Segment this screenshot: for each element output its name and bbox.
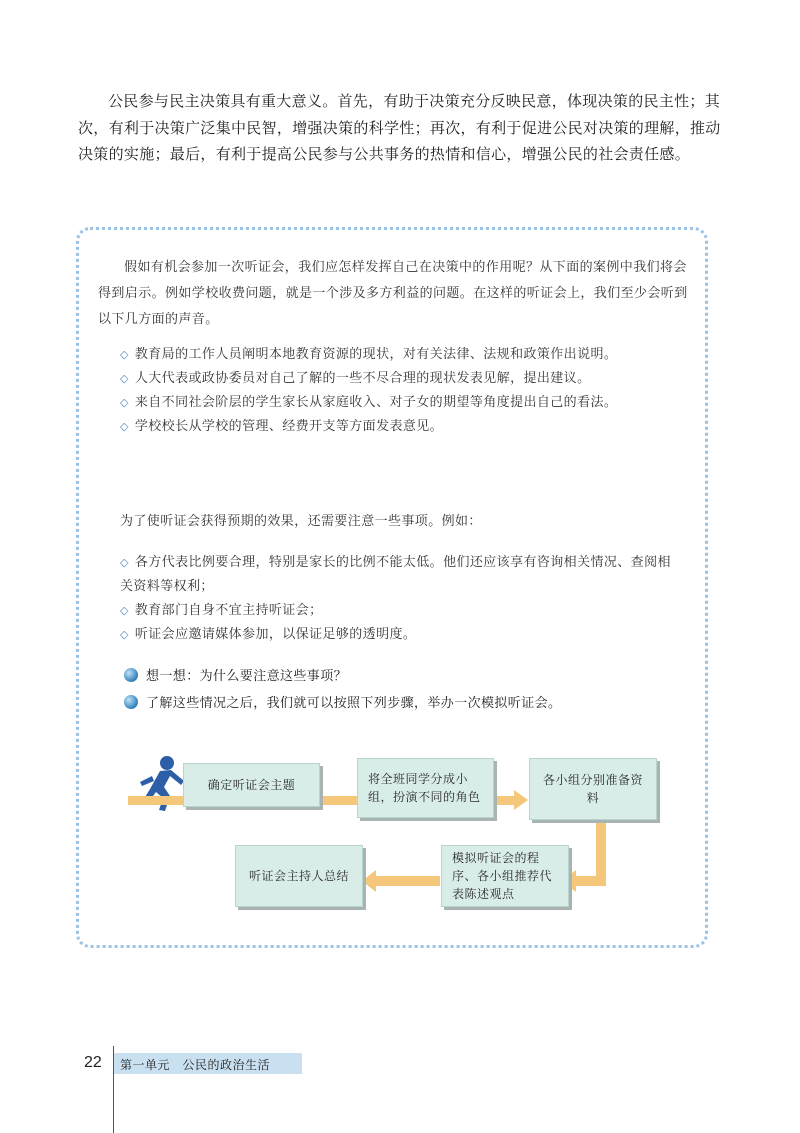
list-item: ◇ 听证会应邀请媒体参加，以保证足够的透明度。: [120, 627, 417, 642]
list-item: ◇ 教育局的工作人员阐明本地教育资源的现状，对有关法律、法规和政策作出说明。: [120, 347, 618, 362]
diamond-bullet-icon: ◇: [120, 348, 129, 361]
diamond-bullet-icon: ◇: [120, 556, 129, 569]
think-prompt: 想一想：为什么要注意这些事项？: [124, 665, 347, 684]
diamond-bullet-icon: ◇: [120, 372, 129, 385]
diamond-bullet-icon: ◇: [120, 420, 129, 433]
list-item: ◇ 教育部门自身不宜主持听证会；: [120, 603, 323, 618]
matters-list: [120, 551, 680, 647]
voices-list: [120, 343, 680, 439]
diamond-bullet-icon: ◇: [120, 604, 129, 617]
flow-step-3: 各小组分别准备资料: [529, 758, 657, 820]
activity-lead: 假如有机会参加一次听证会，我们应怎样发挥自己在决策中的作用呢？从下面的案例中我们将会得到启示。例如学校收费问题，就是一个涉及多方利益的问题。在这样的听证会上，我们至少会听到以下几方面的声音。: [98, 260, 688, 327]
question-dot-icon: [124, 695, 138, 709]
diamond-bullet-icon: ◇: [120, 396, 129, 409]
list-item: ◇ 来自不同社会阶层的学生家长从家庭收入、对子女的期望等角度提出自己的看法。: [120, 395, 618, 410]
question-dot-icon: [124, 668, 138, 682]
list-item: ◇ 学校校长从学校的管理、经费开支等方面发表意见。: [120, 419, 444, 434]
next-steps-prompt: 了解这些情况之后，我们就可以按照下列步骤，举办一次模拟听证会。: [124, 692, 561, 711]
flow-step-2: 将全班同学分成小组，扮演不同的角色: [357, 758, 494, 818]
flow-step-1: 确定听证会主题: [183, 763, 320, 807]
flow-step-5: 听证会主持人总结: [235, 845, 363, 907]
diamond-bullet-icon: ◇: [120, 628, 129, 641]
matters-note: 为了使听证会获得预期的效果，还需要注意一些事项。例如：: [120, 514, 482, 529]
list-item: ◇ 人大代表或政协委员对自己了解的一些不尽合理的现状发表见解，提出建议。: [120, 371, 591, 386]
unit-title: 第一单元 公民的政治生活: [120, 1058, 271, 1072]
intro-paragraph: 公民参与民主决策具有重大意义。首先，有助于决策充分反映民意，体现决策的民主性；其次，有利于决策广泛集中民智，增强决策的科学性；再次，有利于促进公民对决策的理解，推动决策的实施；最后，有利于提高公民参与公共事务的热情和信心，增强公民的社会责任感。: [78, 92, 721, 163]
flow-step-4: 模拟听证会的程序、各小组推荐代表陈述观点: [441, 845, 569, 907]
page-number: 22: [84, 1054, 102, 1071]
list-item: ◇ 各方代表比例要合理，特别是家长的比例不能太低。他们还应该享有咨询相关情况、查阅相关资料等权利；: [120, 555, 671, 594]
